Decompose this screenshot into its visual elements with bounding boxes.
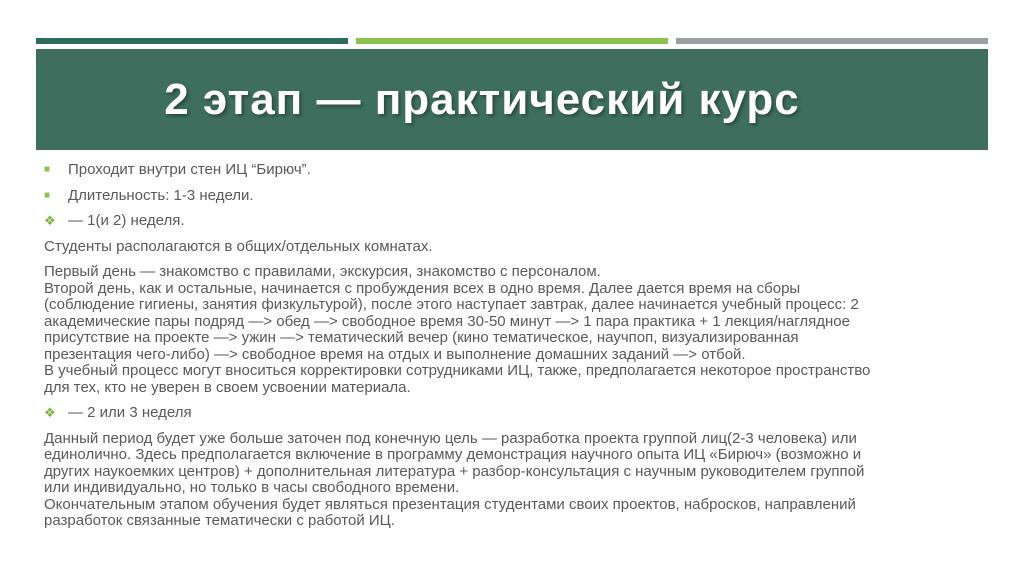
slide-title: 2 этап — практический курс [164, 74, 800, 124]
paragraph-final-period [44, 431, 984, 530]
paragraph-rooms: Студенты располагаются в общих/отдельных комнатах. [44, 237, 433, 255]
bullet-item [44, 213, 984, 230]
square-bullet-icon: ■ [44, 189, 51, 201]
text-line: для тех, кто не уверен в своем усвоении материала. [44, 378, 411, 396]
diamond-bullet-icon: ❖ [44, 213, 56, 228]
text-line: (соблюдение гигиены, занятия физкультурой), после этого наступает завтрак, далее начинается учебный процесс: 2 [44, 296, 859, 313]
bullet-text: Длительность: 1-3 недели. [68, 186, 254, 204]
text-line: единолично. Здесь предполагается включение в программу демонстрация научного опыта ИЦ «Бирюч» (возможно и [44, 446, 862, 463]
text-line: присутствие на проекте —> ужин —> тематический вечер (кино тематическое, научпоп, визуализированная [44, 329, 799, 346]
text-line: презентация чего-либо) —> свободное время на отдых и выполнение домашних заданий —> отбой. [44, 345, 746, 363]
paragraph-schedule [44, 264, 984, 396]
bullet-item [44, 188, 984, 205]
top-accent-bars [36, 38, 988, 44]
text-line: Первый день — знакомство с правилами, экскурсия, знакомство с персоналом. [44, 263, 601, 280]
text-line: разработок связанные тематически с работой ИЦ. [44, 512, 395, 529]
text-line: других наукоемких центров) + дополнительная литература + разбор-консультация с научным руководителем группой [44, 462, 865, 480]
bullet-item [44, 162, 984, 179]
accent-bar-gray [676, 38, 988, 44]
title-band [36, 49, 988, 150]
bullet-text: — 1(и 2) неделя. [68, 212, 185, 229]
square-bullet-icon: ■ [44, 164, 51, 175]
text-line: Данный период будет уже больше заточен под конечную цель — разработка проекта группой лиц(2-3 человека) или [44, 429, 857, 447]
text-line: Второй день, как и остальные, начинается с пробуждения всех в одно время. Далее дается время на сборы [44, 279, 801, 297]
accent-bar-light-green [356, 38, 668, 44]
bullet-item [44, 405, 984, 422]
slide-content [44, 162, 984, 539]
text-line: В учебный процесс могут вноситься корректировки сотрудниками ИЦ, также, предполагается некоторое пространство [44, 362, 871, 379]
text-line: или индивидуально, но только в часы свободного времени. [44, 479, 460, 496]
diamond-bullet-icon: ❖ [44, 405, 56, 420]
accent-bar-dark-green [36, 38, 348, 44]
text-line: Окончательным этапом обучения будет являться презентация студентами своих проектов, набросков, направлений [44, 495, 856, 513]
bullet-text: — 2 или 3 неделя [68, 404, 192, 421]
bullet-text: Проходит внутри стен ИЦ “Бирюч”. [68, 161, 311, 178]
text-line: академические пары подряд —> обед —> свободное время 30-50 минут —> 1 пара практика + 1 лекция/наглядное [44, 312, 850, 330]
